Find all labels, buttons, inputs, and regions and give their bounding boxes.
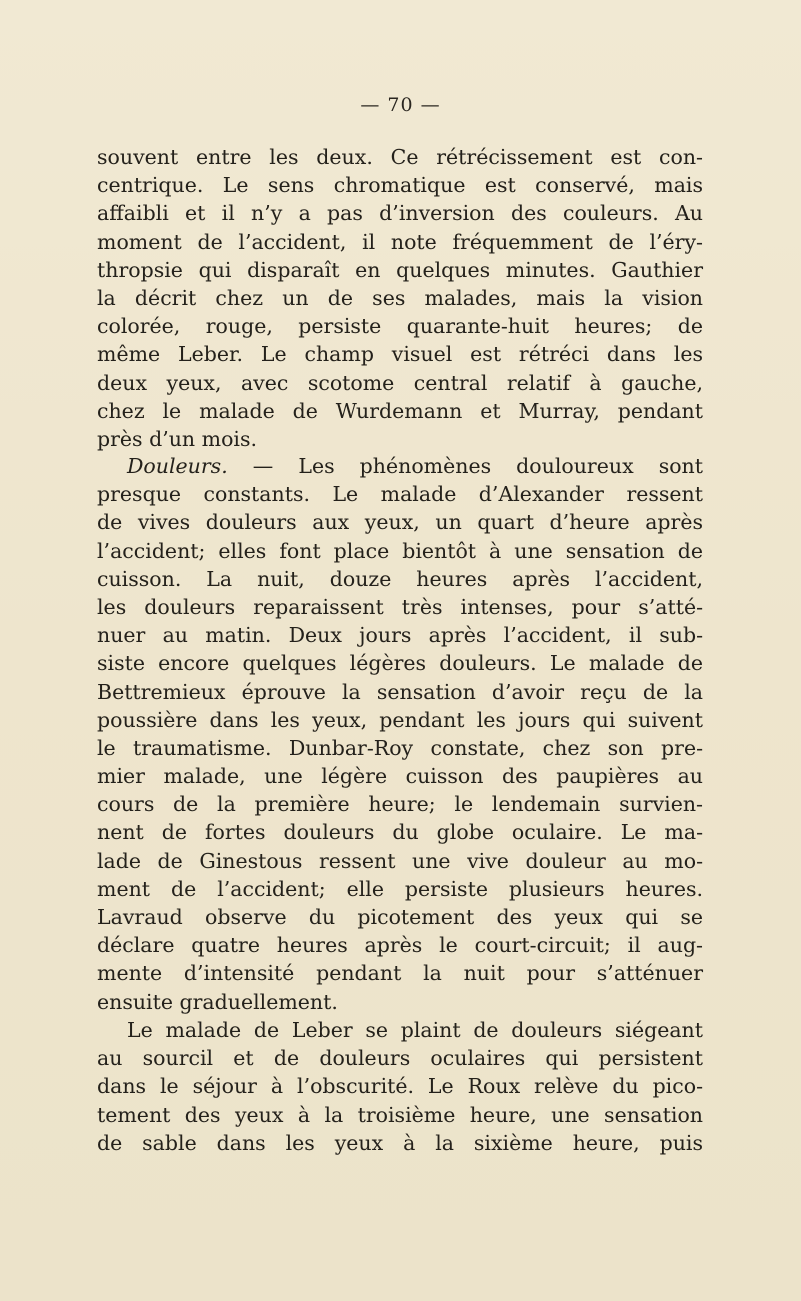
text-line: près d’un mois.	[97, 426, 258, 451]
text-line: chez le malade de Wurdemann et Murray, pendant	[97, 398, 703, 423]
text-line: cuisson. La nuit, douze heures après l’accident,	[97, 566, 703, 591]
paragraph-2	[97, 452, 703, 1016]
text-line: moment de l’accident, il note fréquemment de l’éry-	[97, 229, 703, 254]
text-line: déclare quatre heures après le court-circuit; il aug-	[97, 933, 703, 958]
text-line: dans le séjour à l’obscurité. Le Roux relève du pico-	[97, 1074, 703, 1099]
text-line: Le malade de Leber se plaint de douleurs siégeant	[127, 1018, 703, 1042]
page-number: — 70 —	[360, 94, 441, 116]
text-line: siste encore quelques légères douleurs. Le malade de	[97, 651, 703, 676]
text-line: affaibli et il n’y a pas d’inversion des couleurs. Au	[97, 201, 703, 226]
text-line: Lavraud observe du picotement des yeux qui se	[97, 905, 703, 929]
text-line: colorée, rouge, persiste quarante-huit heures; de	[97, 314, 703, 339]
text-line: cours de la première heure; le lendemain survien-	[97, 792, 703, 817]
text-line: la décrit chez un de ses malades, mais la vision	[97, 285, 703, 310]
text-line: presque constants. Le malade d’Alexander ressent	[97, 482, 703, 507]
text-line: centrique. Le sens chromatique est conservé, mais	[97, 173, 703, 198]
text-line: thropsie qui disparaît en quelques minutes. Gauthier	[97, 257, 703, 282]
heading-line	[97, 452, 703, 480]
text-line: Bettremieux éprouve la sensation d’avoir reçu de la	[97, 679, 703, 704]
text-line: tement des yeux à la troisième heure, une sensation	[97, 1102, 703, 1127]
text-line: nuer au matin. Deux jours après l’accident, il sub-	[97, 623, 703, 648]
text-line: mente d’intensité pendant la nuit pour s’atténuer	[97, 961, 703, 986]
text-line: — Les phénomènes douloureux sont	[227, 454, 703, 478]
text-line: mier malade, une légère cuisson des paupières au	[97, 764, 703, 789]
text-line: même Leber. Le champ visuel est rétréci dans les	[97, 342, 703, 367]
paragraph-3	[97, 1016, 703, 1157]
text-line: poussière dans les yeux, pendant les jours qui suivent	[97, 707, 703, 732]
text-line: deux yeux, avec scotome central relatif à gauche,	[97, 370, 703, 395]
text-line: nent de fortes douleurs du globe oculaire. Le ma-	[97, 820, 703, 845]
text-line: de vives douleurs aux yeux, un quart d’heure après	[97, 510, 703, 535]
paragraph-1	[97, 143, 703, 453]
text-line: l’accident; elles font place bientôt à une sensation de	[97, 538, 703, 563]
text-line: de sable dans les yeux à la sixième heure, puis	[97, 1130, 703, 1155]
text-line: ensuite graduellement.	[97, 989, 338, 1014]
text-line: les douleurs reparaissent très intenses, pour s’atté-	[97, 594, 703, 619]
text-line: lade de Ginestous ressent une vive douleur au mo-	[97, 848, 703, 873]
text-line: le traumatisme. Dunbar-Roy constate, chez son pre-	[97, 735, 703, 760]
text-line: ment de l’accident; elle persiste plusieurs heures.	[97, 876, 703, 901]
text-line: au sourcil et de douleurs oculaires qui persistent	[97, 1046, 703, 1071]
text-line: souvent entre les deux. Ce rétrécissement est con-	[97, 145, 703, 169]
section-heading: Douleurs.	[127, 454, 228, 478]
